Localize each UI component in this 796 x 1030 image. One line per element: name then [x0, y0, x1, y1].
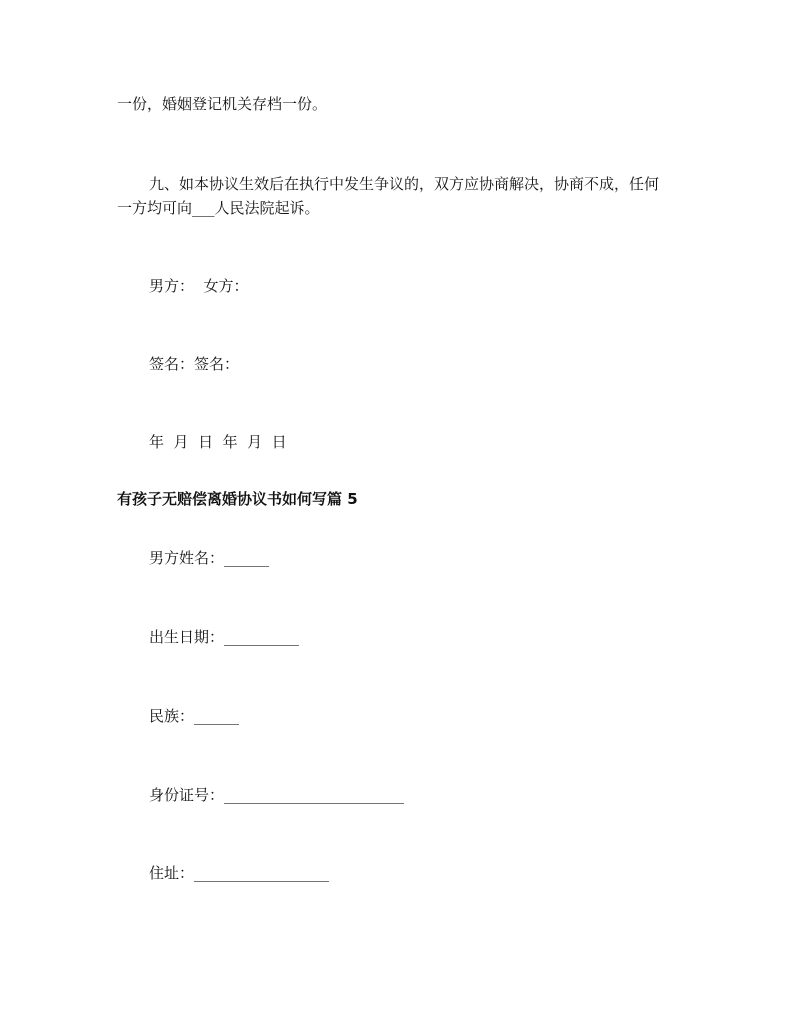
field-address: 住址：__________________ — [149, 864, 330, 882]
clause-nine-line-2: 一方均可向___人民法院起诉。 — [117, 199, 320, 217]
section-heading: 有孩子无赔偿离婚协议书如何写篇 5 — [117, 490, 358, 508]
field-male-name: 男方姓名：______ — [149, 549, 270, 567]
date-line: 年 月 日 年 月 日 — [149, 433, 287, 451]
paragraph-line: 一份，婚姻登记机关存档一份。 — [117, 95, 328, 113]
signature-line: 签名：签名： — [149, 355, 240, 373]
field-ethnicity: 民族：______ — [149, 707, 240, 725]
parties-line: 男方： 女方： — [149, 277, 249, 295]
field-birth-date: 出生日期：__________ — [149, 628, 300, 646]
field-id-number: 身份证号：________________________ — [149, 786, 405, 804]
clause-nine-line-1: 九、如本协议生效后在执行中发生争议的，双方应协商解决，协商不成，任何 — [149, 175, 660, 193]
